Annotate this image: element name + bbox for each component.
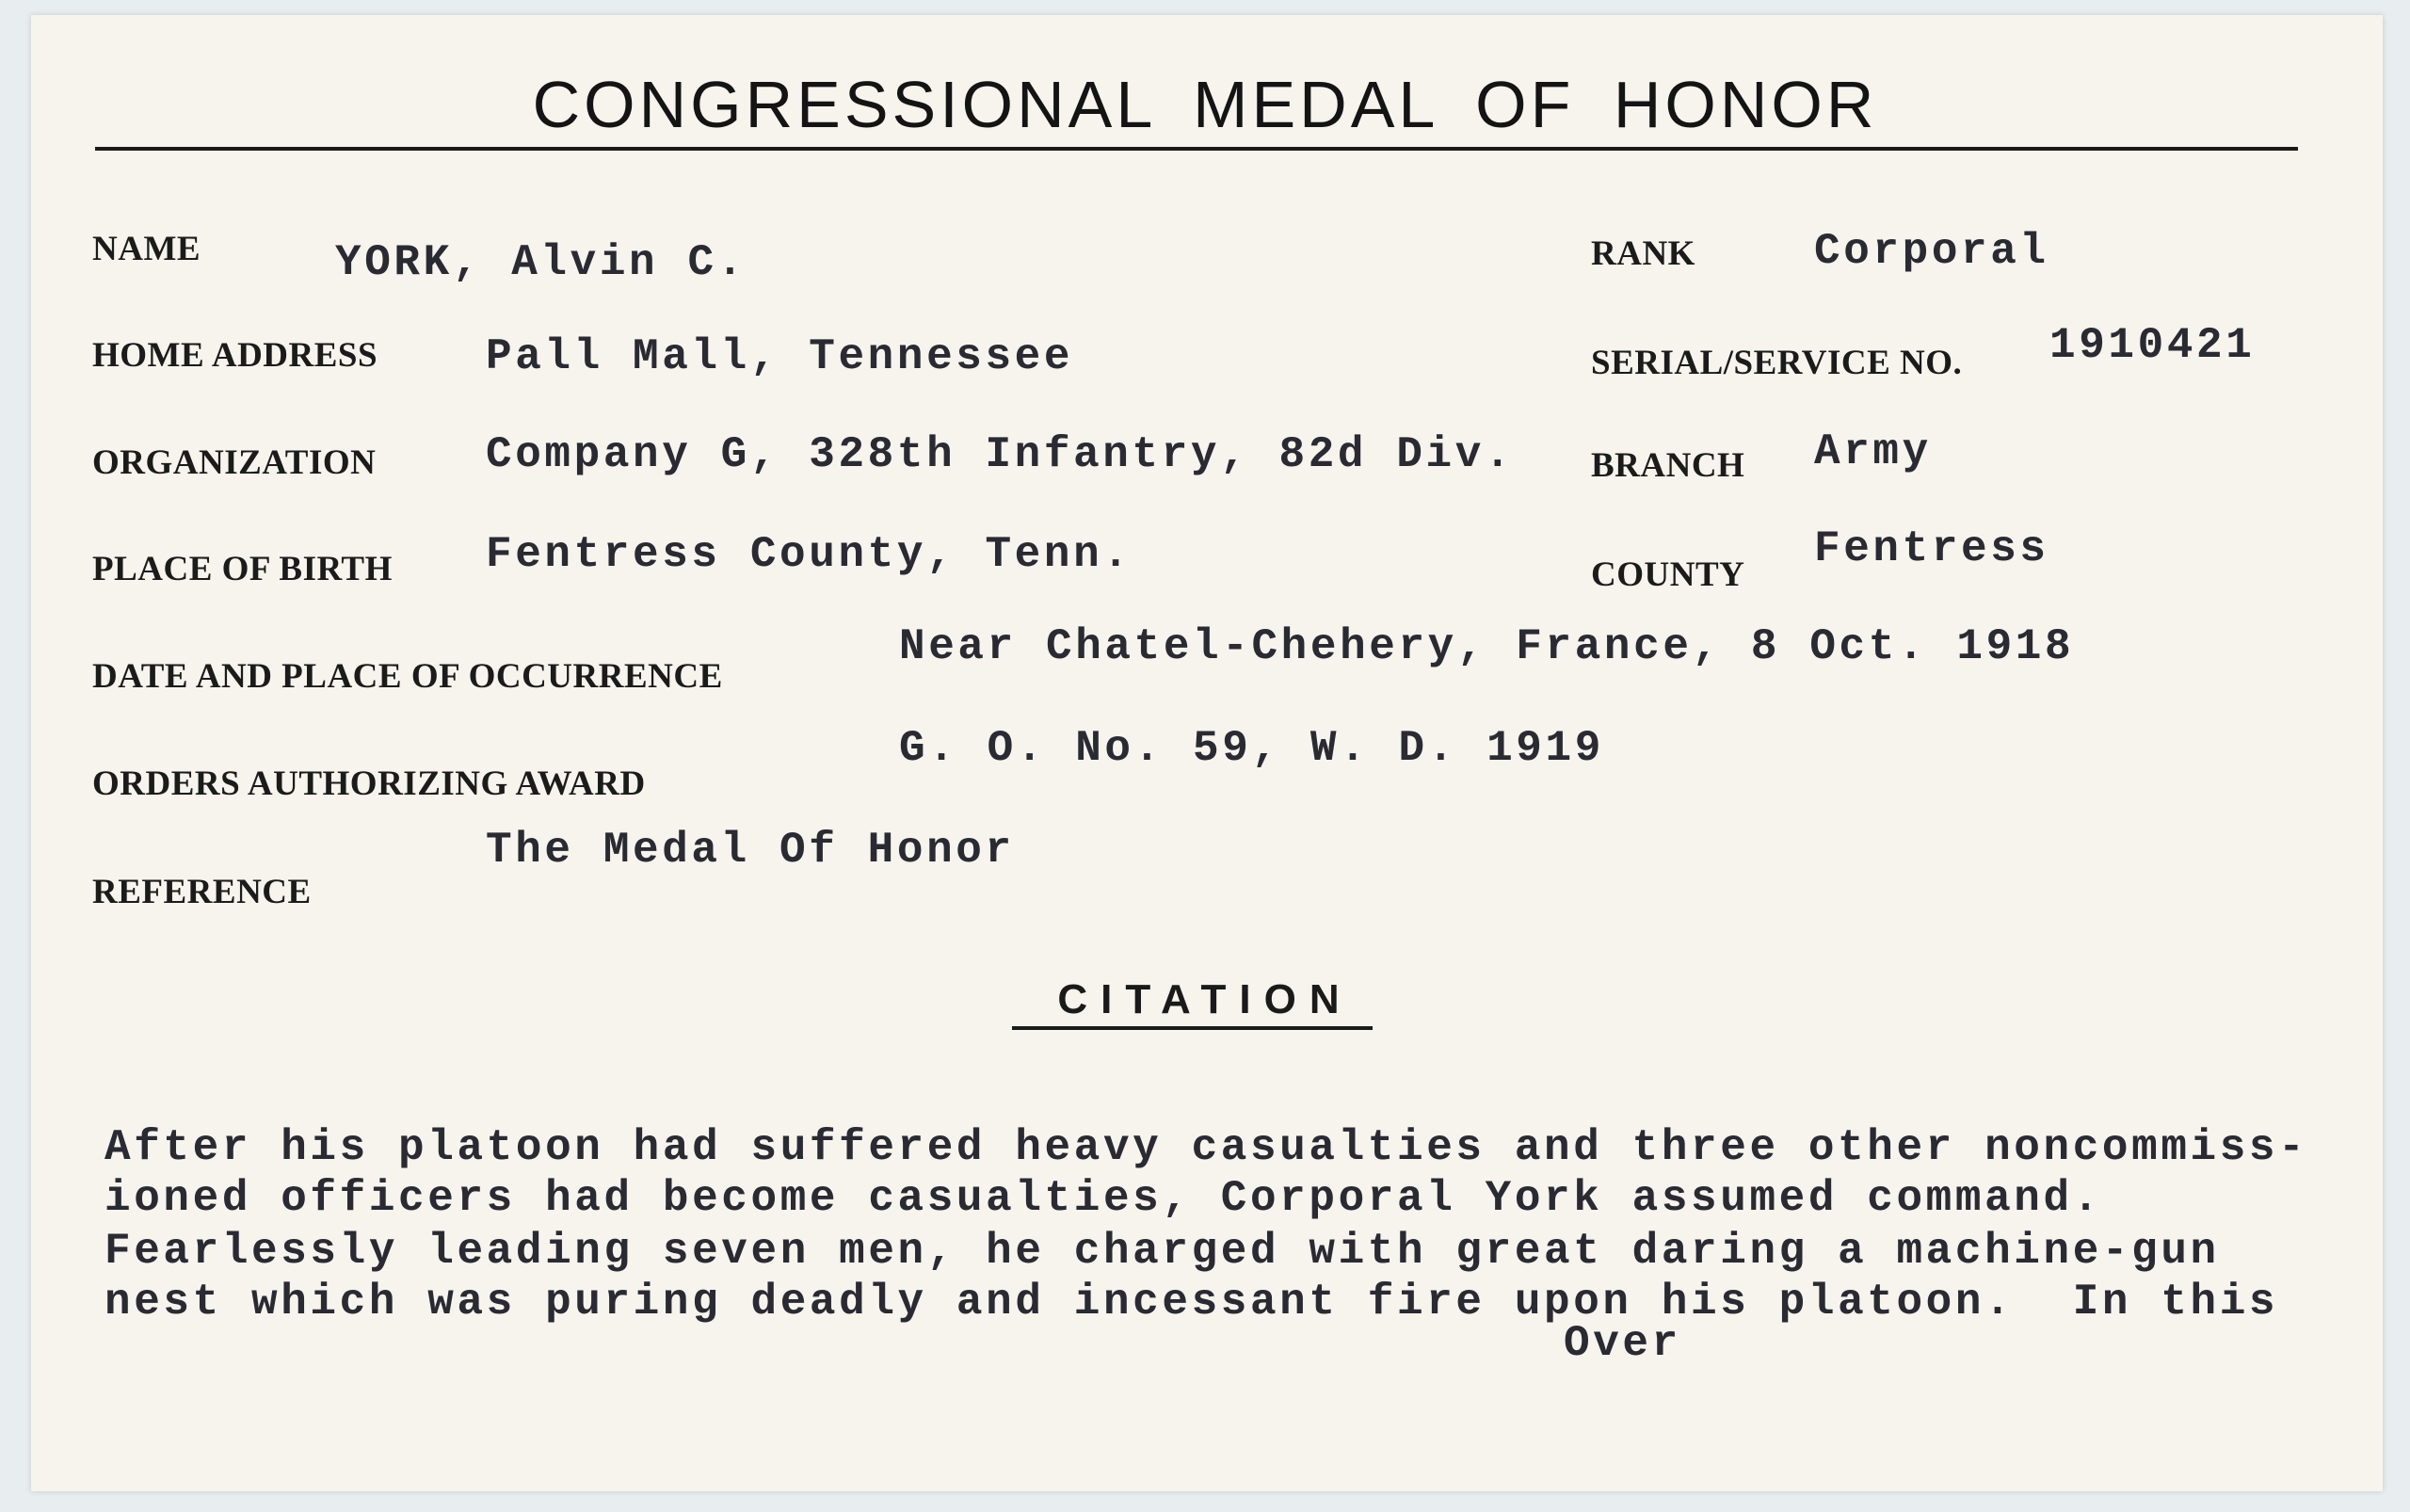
name-label: NAME <box>92 230 201 268</box>
title-rule <box>95 147 2298 151</box>
organization-label: ORGANIZATION <box>92 443 377 482</box>
serial-label: SERIAL/SERVICE NO. <box>1591 344 1963 382</box>
over-note: Over <box>1564 1319 1681 1368</box>
card-title: CONGRESSIONAL MEDAL OF HONOR <box>532 68 1878 141</box>
occurrence-label: DATE AND PLACE OF OCCURRENCE <box>92 657 723 696</box>
citation-line: Fearlessly leading seven men, he charged with great daring a machine-gun <box>104 1227 2220 1276</box>
organization-value: Company G, 328th Infantry, 82d Div. <box>486 430 1515 479</box>
reference-value: The Medal Of Honor <box>486 826 1015 875</box>
rank-label: RANK <box>1591 234 1695 273</box>
home-address-label: HOME ADDRESS <box>92 336 378 375</box>
place-of-birth-label: PLACE OF BIRTH <box>92 550 393 588</box>
orders-value: G. O. No. 59, W. D. 1919 <box>899 724 1604 773</box>
citation-line: ioned officers had become casualties, Corporal York assumed command. <box>104 1174 2102 1223</box>
citation-line: nest which was puring deadly and incessant fire upon his platoon. In this <box>104 1278 2279 1327</box>
citation-underline <box>1012 1026 1373 1030</box>
orders-label: ORDERS AUTHORIZING AWARD <box>92 764 646 803</box>
home-address-value: Pall Mall, Tennessee <box>486 332 1074 381</box>
place-of-birth-value: Fentress County, Tenn. <box>486 530 1133 579</box>
rank-value: Corporal <box>1814 227 2049 276</box>
county-label: COUNTY <box>1591 555 1745 594</box>
branch-value: Army <box>1814 427 1932 476</box>
citation-heading: CITATION <box>1057 976 1353 1022</box>
occurrence-value: Near Chatel-Chehery, France, 8 Oct. 1918 <box>899 622 2075 671</box>
reference-label: REFERENCE <box>92 873 312 911</box>
branch-label: BRANCH <box>1591 446 1745 485</box>
serial-value: 1910421 <box>2049 321 2256 370</box>
name-value: YORK, Alvin C. <box>335 238 747 287</box>
county-value: Fentress <box>1814 524 2049 573</box>
citation-line: After his platoon had suffered heavy casualties and three other noncommiss- <box>104 1123 2308 1172</box>
